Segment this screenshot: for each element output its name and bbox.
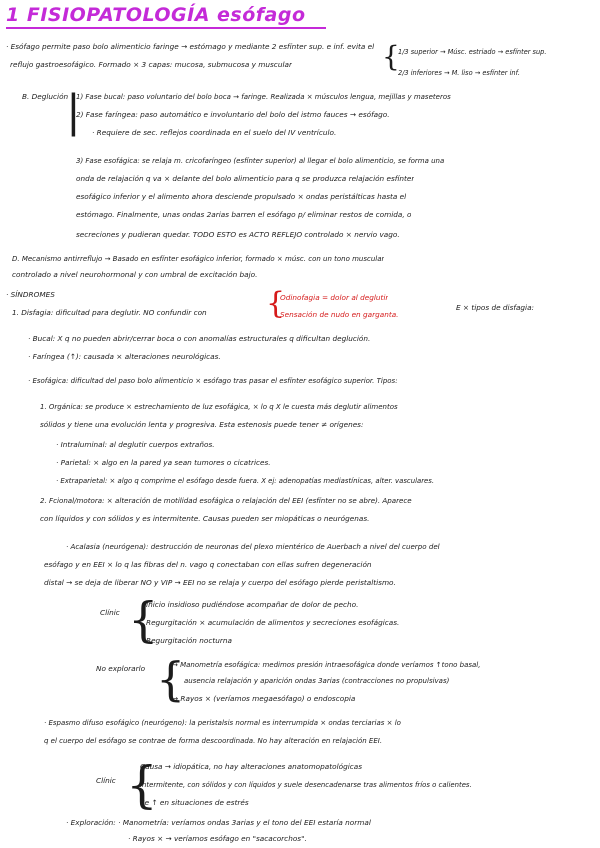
- note-line: 2/3 inferiores → M. liso → esfínter inf.: [398, 69, 520, 77]
- note-line: · Faríngea (↑): causada × alteraciones neurológicas.: [28, 352, 221, 361]
- clinic-label: Clínic: [100, 608, 120, 617]
- note-line: sólidos y tiene una evolución lenta y progresiva. Esta estenosis puede tener ≠ orígenes:: [40, 420, 364, 429]
- brace: {: [156, 652, 186, 706]
- note-line: estómago. Finalmente, unas ondas 2arias barren el esófago p/ eliminar restos de comida, o: [76, 210, 412, 219]
- note-line: controlado a nivel neurohormonal y con umbral de excitación bajo.: [12, 270, 258, 279]
- note-line: reflujo gastroesofágico. Formado × 3 capas: mucosa, submucosa y muscular: [10, 60, 292, 69]
- note-line: q el cuerpo del esófago se contrae de forma descoordinada. No hay alteración en relajación EEI.: [44, 737, 383, 745]
- explore-label: No explorarlo: [96, 664, 146, 673]
- note-line: Regurgitación nocturna: [146, 636, 232, 645]
- section-heading: · SÍNDROMES: [6, 290, 55, 299]
- note-line: · Rayos × → veríamos esófago en "sacacorchos".: [128, 834, 307, 843]
- note-line: · Espasmo difuso esofágico (neurógeno): la peristalsis normal es interrumpida × ondas terciarias × lo: [44, 719, 401, 727]
- brace: {: [126, 756, 158, 814]
- note-line: · Esofágica: dificultad del paso bolo alimenticio × esófago tras pasar el esfínter esofágico superior. Tipos:: [28, 377, 398, 385]
- note-line: · Bucal: X q no pueden abrir/cerrar boca o con anomalías estructurales q dificultan deglución.: [28, 334, 371, 343]
- note-line: 2) Fase faríngea: paso automático e involuntario del bolo del istmo fauces → esófago.: [76, 110, 390, 119]
- note-line: D. Mecanismo antirreflujo → Basado en esfínter esofágico inferior, formado × músc. con un tono muscular: [12, 255, 385, 263]
- brace: {: [382, 40, 400, 73]
- brace: {: [266, 286, 286, 321]
- note-line: Causa → idiopática, no hay alteraciones anatomopatológicas: [140, 762, 363, 771]
- note-line: 1/3 superior → Músc. estriado → esfínter sup.: [398, 48, 547, 56]
- note-line: 3) Fase esofágica: se relaja m. cricofaríngeo (esfínter superior) al llegar el bolo alimenticio, se forma una: [76, 157, 445, 165]
- note-line: · Extraparietal: × algo q comprime el esófago desde fuera. X ej: adenopatías mediastínicas, alter. vasculares.: [56, 477, 435, 485]
- note-line: · Requiere de sec. reflejos coordinada en el suelo del IV ventrículo.: [92, 128, 337, 137]
- title-underline: [6, 27, 326, 29]
- note-line: Intermitente, con sólidos y con líquidos y suele desencadenarse tras alimentos fríos o calientes.: [140, 781, 472, 789]
- note-line: B. Deglución: [22, 92, 69, 101]
- note-line: Se ↑ en situaciones de estrés: [140, 798, 249, 807]
- note-line: onda de relajación q va × delante del bolo alimenticio para q se produzca relajación esfínter: [76, 174, 415, 183]
- note-line: · Intraluminal: al deglutir cuerpos extraños.: [56, 440, 215, 449]
- note-line: · Esófago permite paso bolo alimenticio faringe → estómago y mediante 2 esfínter sup. e inf. evita el: [6, 42, 375, 51]
- note-line: ausencia relajación y aparición ondas 3arias (contracciones no propulsivas): [184, 677, 450, 685]
- note-line: esófago y en EEI × lo q las fibras del n. vago q conectaban con ellas sufren degeneración: [44, 560, 372, 569]
- note-line: · Acalasia (neurógena): destrucción de neuronas del plexo mientérico de Auerbach a nivel del cuerpo del: [66, 542, 440, 551]
- note-line: → Manometría esofágica: medimos presión intraesofágica donde veríamos ↑tono basal,: [172, 661, 481, 669]
- note-line: 2. Fcional/motora: × alteración de motilidad esofágica o relajación del EEI (esfínter no se abre). Aparece: [40, 496, 412, 505]
- red-note: Sensación de nudo en garganta.: [280, 310, 399, 319]
- note-line: E × tipos de disfagia:: [456, 303, 534, 312]
- page-title: 1 FISIOPATOLOGÍA esófago: [6, 4, 306, 26]
- note-line: esofágico inferior y el alimento ahora desciende propulsado × ondas peristálticas hasta el: [76, 192, 407, 201]
- note-line: Inicio insidioso pudiéndose acompañar de dolor de pecho.: [146, 600, 359, 609]
- brace: {: [128, 592, 159, 648]
- note-line: secreciones y pudieran quedar. TODO ESTO es ACTO REFLEJO controlado × nervio vago.: [76, 230, 400, 239]
- note-line: 1) Fase bucal: paso voluntario del bolo boca → faringe. Realizada × músculos lengua, mejillas y maseteros: [76, 93, 451, 101]
- note-line: 1. Disfagia: dificultad para deglutir. NO confundir con: [12, 308, 207, 317]
- note-line: · Exploración: · Manometría: veríamos ondas 3arias y el tono del EEI estaría normal: [66, 818, 371, 827]
- note-line: → Rayos × (veríamos megaesófago) o endoscopia: [172, 694, 356, 703]
- clinic-label: Clínic: [96, 776, 116, 785]
- note-line: 1. Orgánica: se produce × estrechamiento de luz esofágica, × lo q X le cuesta más deglutir alimentos: [40, 403, 398, 411]
- brace: |: [66, 86, 81, 137]
- note-line: con líquidos y con sólidos y es intermitente. Causas pueden ser miopáticas o neurógenas.: [40, 514, 370, 523]
- note-line: Regurgitación × acumulación de alimentos y secreciones esofágicas.: [146, 618, 400, 627]
- note-line: · Parietal: × algo en la pared ya sean tumores o cicatrices.: [56, 458, 271, 467]
- note-line: distal → se deja de liberar NO y VIP → EEI no se relaja y cuerpo del esófago pierde peristaltismo.: [44, 578, 396, 587]
- red-note: Odinofagia = dolor al deglutir: [280, 293, 389, 302]
